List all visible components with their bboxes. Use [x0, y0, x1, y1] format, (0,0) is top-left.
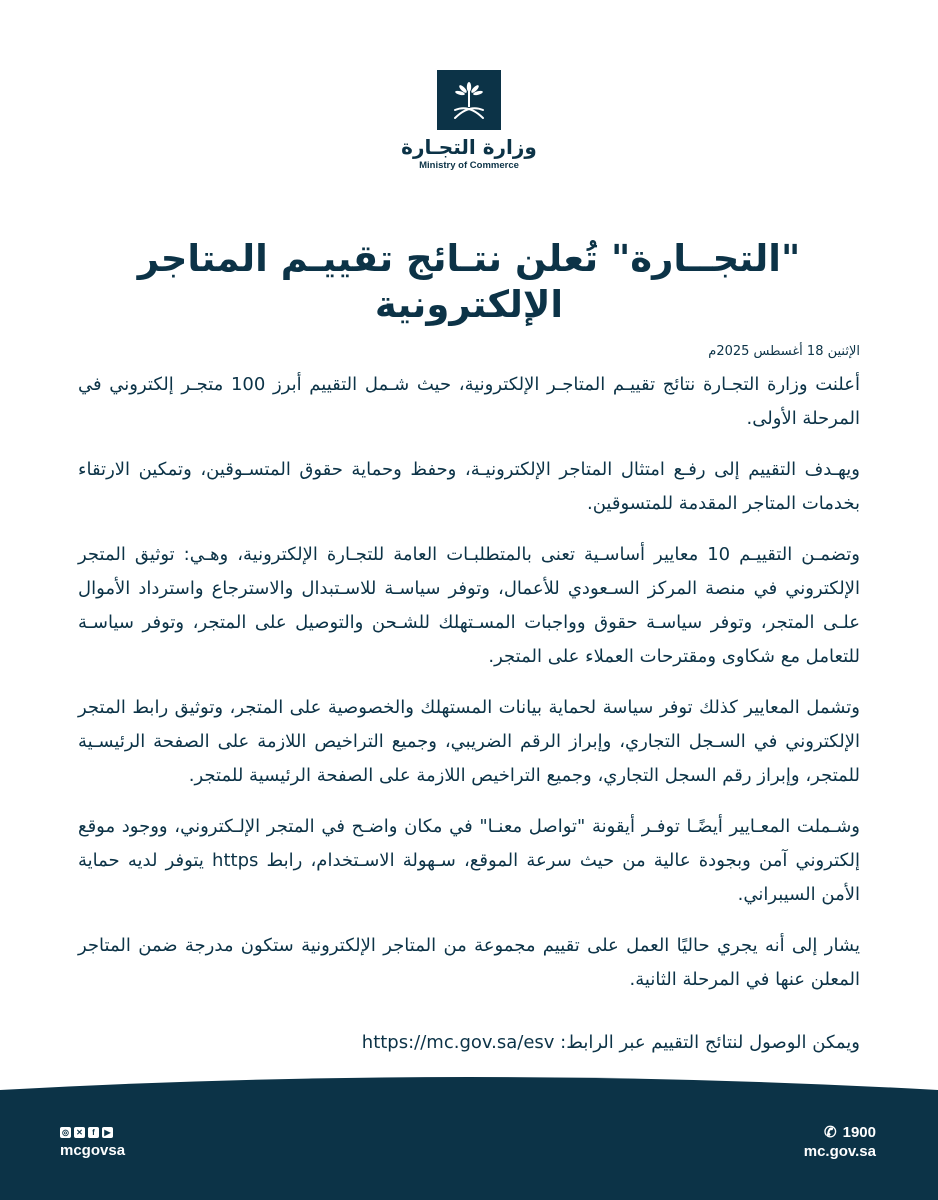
x-icon[interactable]: ✕	[74, 1127, 85, 1138]
instagram-icon[interactable]: ◎	[60, 1127, 71, 1138]
page-title: "التجــارة" تُعلن نتـائج تقييـم المتاجر الإلكترونية	[137, 237, 801, 327]
footer	[0, 1076, 938, 1200]
ministry-logo	[399, 70, 539, 171]
facebook-icon[interactable]: f	[88, 1127, 99, 1138]
paragraph: وشـملت المعـايير أيضًـا توفـر أيقونة "تواصل معنـا" في مكان واضـح في المتجر الإلـكتروني، ووجود موقع إلكتروني آمن وبجودة عالية من حيث سرعة الموقع، سـهولة الاسـتخدام، رابط https يتوفر لديه حماية الأمن السيبراني.	[78, 816, 860, 905]
ministry-name-arabic: وزارة التجـارة	[401, 135, 537, 159]
paragraph: وتشمل المعايير كذلك توفر سياسة لحماية بيانات المستهلك والخصوصية على المتجر، وتوثيق رابط المتجر الإلكتروني في السـجل التجاري، وإبراز الرقم الضريبي، وجميع التراخيص اللازمة على الصفحة الرئيسـية للمتجر، وإبراز رقم السجل التجاري، وجميع التراخيص اللازمة على الصفحة الرئيسية للمتجر.	[78, 697, 860, 786]
social-handle[interactable]: mcgovsa	[60, 1142, 126, 1159]
article-body	[78, 368, 860, 1014]
youtube-icon[interactable]: ▶	[102, 1127, 113, 1138]
paragraph: وتضمـن التقييـم 10 معايير أساسـية تعنى بالمتطلبـات العامة للتجـارة الإلكترونية، وهـي: توثيق المتجر الإلكتروني في منصة المركز السـعودي للأعمال، وتوفر سياسـة للاسـتبدال والاسترجاع واسترداد الأموال علـى المتجر، وتوفر سياسـة حقوق وواجبات المسـتهلك للشـحن والتوصيل على المتجر، وتوفر سياسـة للتعامل مع شكاوى ومقترحات العملاء على المتجر.	[78, 544, 860, 667]
ministry-name-english: Ministry of Commerce	[419, 160, 519, 171]
social-icons	[60, 1125, 125, 1139]
contact-block	[804, 1123, 876, 1160]
phone-number[interactable]: 1900	[842, 1123, 876, 1141]
publish-date: الإثنين 18 أغسطس 2025م	[708, 344, 860, 359]
footer-wave-background	[0, 1076, 938, 1200]
palm-and-swords-emblem-icon	[437, 70, 501, 130]
website-link[interactable]: mc.gov.sa	[803, 1143, 876, 1160]
results-link-line: ويمكن الوصول لنتائج التقييم عبر الرابط: https://mc.gov.sa/esv	[361, 1032, 860, 1053]
paragraph: أعلنت وزارة التجـارة نتائج تقييـم المتاجـر الإلكترونية، حيث شـمل التقييم أبرز 100 متجـر إلكتروني في المرحلة الأولى.	[78, 374, 861, 429]
social-block	[60, 1125, 125, 1159]
phone-line	[804, 1123, 876, 1141]
phone-icon: ✆	[824, 1124, 837, 1141]
paragraph: يشار إلى أنه يجري حاليًا العمل على تقييم مجموعة من المتاجر الإلكترونية ستكون مدرجة ضمن المتاجر المعلن عنها في المرحلة الثانية.	[78, 935, 860, 990]
paragraph: ويهـدف التقييم إلى رفـع امتثال المتاجر الإلكترونيـة، وحفظ وحماية حقوق المتسـوقين، وتمكين الارتقاء بخدمات المتاجر المقدمة للمتسوقين.	[78, 459, 860, 514]
